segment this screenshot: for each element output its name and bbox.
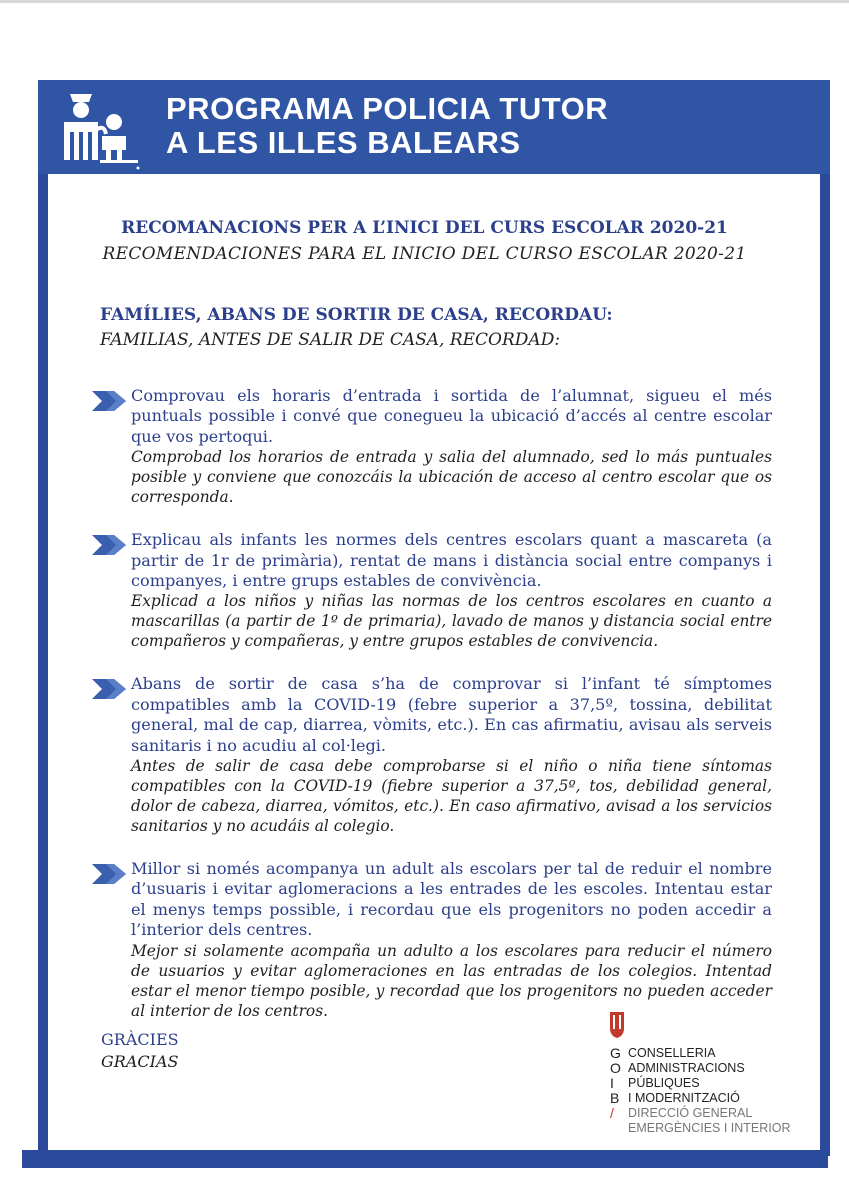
gov-row: EMERGÈNCIES I INTERIOR bbox=[628, 1121, 791, 1135]
gov-row: / DIRECCIÓ GENERAL bbox=[610, 1105, 753, 1121]
item-text-spanish: Mejor si solamente acompaña un adulto a los escolares para reducir el número de usuarios y evitar aglomeraciones en las entradas de los colegios. Intentad estar el menor tiempo posible, y recordad que los progenitors no pueden acceder al interior de los centros. bbox=[131, 941, 772, 1020]
item-text-catalan: Millor si només acompanya un adult als escolars per tal de reduir el nombre d’usuaris i evitar aglomeracions a les entrades de les escoles. Intentau estar el menys temps possible, i recordau que els progenitors no poden accedir a l’interior dels centres. bbox=[131, 859, 772, 940]
program-title-line1: PROGRAMA POLICIA TUTOR bbox=[166, 91, 609, 126]
scan-edge-line bbox=[0, 0, 849, 3]
list-item bbox=[92, 530, 772, 651]
gov-row: B I MODERNITZACIÓ bbox=[610, 1090, 740, 1106]
police-tutor-icon bbox=[52, 86, 140, 170]
list-item bbox=[92, 674, 772, 836]
item-text-spanish: Antes de salir de casa debe comprobarse si el niño o niña tiene síntomas compatibles con la COVID-19 (fiebre superior a 37,5º, tos, debilidad general, dolor de cabeza, diarrea, vómitos, etc.). En caso afirmativo, avisad a los servicios sanitarios y no acudáis al colegio. bbox=[131, 757, 772, 836]
arrow-bullet-icon bbox=[92, 862, 128, 886]
recommendation-list bbox=[92, 386, 772, 1044]
gov-row: G CONSELLERIA bbox=[610, 1045, 716, 1061]
heading-catalan: RECOMANACIONS PER A L’INICI DEL CURS ESCOLAR 2020-21 bbox=[121, 218, 728, 238]
subheading-catalan: FAMÍLIES, ABANS DE SORTIR DE CASA, RECORDAU: bbox=[100, 305, 613, 325]
list-item bbox=[92, 386, 772, 507]
arrow-bullet-icon bbox=[92, 533, 128, 557]
header-banner bbox=[38, 80, 830, 174]
item-text-catalan: Explicau als infants les normes dels centres escolars quant a mascareta (a partir de 1r de primària), rentat de mans i distància social entre companys i companyes, i entre grups estables de convivència. bbox=[131, 530, 772, 591]
program-title bbox=[166, 92, 608, 160]
item-text-spanish: Comprobad los horarios de entrada y salia del alumnado, sed lo más puntuales posible y conviene que conozcáis la ubicación de acceso al centro escolar que os corresponda. bbox=[131, 448, 772, 507]
gov-row: O ADMINISTRACIONS bbox=[610, 1060, 745, 1076]
footer-bar bbox=[22, 1150, 828, 1168]
balearic-shield-icon bbox=[610, 1012, 624, 1038]
arrow-bullet-icon bbox=[92, 389, 128, 413]
item-text-catalan: Abans de sortir de casa s’ha de comprovar si l’infant té símptomes compatibles amb la COVID-19 (febre superior a 37,5º, tossina, debilitat general, mal de cap, diarrea, vòmits, etc.). En cas afirmatiu, avisau als serveis sanitaris i no acudiu al col·legi. bbox=[131, 674, 772, 755]
list-item bbox=[92, 859, 772, 1021]
item-text-catalan: Comprovau els horaris d’entrada i sortida de l’alumnat, sigueu el més puntuals possible i convé que conegueu la ubicació d’accés al centre escolar que vos pertoqui. bbox=[131, 386, 772, 446]
program-title-line2: A LES ILLES BALEARS bbox=[166, 125, 521, 160]
government-text bbox=[610, 1046, 791, 1136]
thanks-spanish: GRACIAS bbox=[101, 1052, 179, 1071]
thanks-catalan: GRÀCIES bbox=[101, 1030, 179, 1049]
subheading-spanish: FAMILIAS, ANTES DE SALIR DE CASA, RECORDAD: bbox=[100, 330, 561, 350]
gov-row: I PÚBLIQUES bbox=[610, 1075, 700, 1091]
arrow-bullet-icon bbox=[92, 677, 128, 701]
item-text-spanish: Explicad a los niños y niñas las normas de los centros escolares en cuanto a mascarillas (a partir de 1º de primaria), lavado de manos y distancia social entre compañeros y compañeras, y entre grupos estables de convivencia. bbox=[131, 592, 772, 651]
heading-spanish: RECOMENDACIONES PARA EL INICIO DEL CURSO ESCOLAR 2020-21 bbox=[102, 244, 747, 264]
